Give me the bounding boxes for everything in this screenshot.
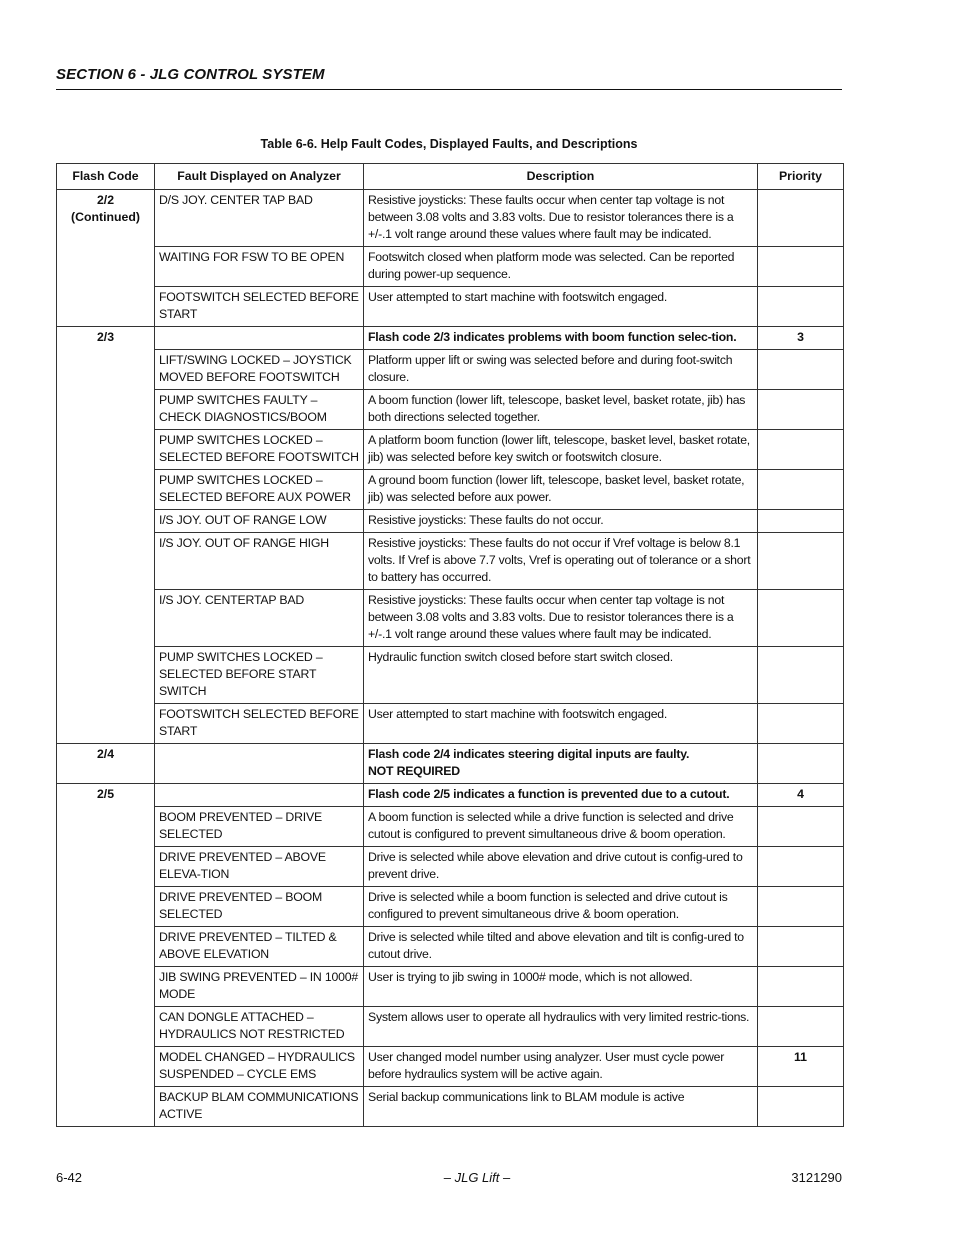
fault-cell: I/S JOY. CENTERTAP BAD [155, 590, 364, 647]
fault-cell: PUMP SWITCHES FAULTY – CHECK DIAGNOSTICS/BOOM [155, 390, 364, 430]
table-row [57, 390, 844, 430]
table-row [57, 1007, 844, 1047]
column-header-description: Description [364, 164, 758, 190]
priority-cell: 3 [758, 327, 844, 350]
priority-cell [758, 647, 844, 704]
description-cell: System allows user to operate all hydraulics with very limited restric-tions. [364, 1007, 758, 1047]
description-cell: Footswitch closed when platform mode was selected. Can be reported during power-up sequence. [364, 247, 758, 287]
priority-cell [758, 247, 844, 287]
description-cell: Flash code 2/3 indicates problems with boom function selec-tion. [364, 327, 758, 350]
priority-cell [758, 190, 844, 247]
column-header-flash-code: Flash Code [57, 164, 155, 190]
fault-cell: CAN DONGLE ATTACHED – HYDRAULICS NOT RESTRICTED [155, 1007, 364, 1047]
description-cell: User attempted to start machine with footswitch engaged. [364, 704, 758, 744]
table-row [57, 967, 844, 1007]
flash-code-cell: 2/5 [57, 784, 155, 1127]
priority-cell [758, 510, 844, 533]
priority-cell [758, 967, 844, 1007]
priority-cell [758, 590, 844, 647]
flash-code-cell: 2/3 [57, 327, 155, 744]
description-cell: Serial backup communications link to BLAM module is active [364, 1087, 758, 1127]
priority-cell [758, 390, 844, 430]
fault-cell: FOOTSWITCH SELECTED BEFORE START [155, 287, 364, 327]
description-cell: User attempted to start machine with footswitch engaged. [364, 287, 758, 327]
table-row [57, 1087, 844, 1127]
description-cell: A boom function is selected while a drive function is selected and drive cutout is configured to prevent simultaneous drive & boom operation. [364, 807, 758, 847]
priority-cell [758, 887, 844, 927]
section-header: SECTION 6 - JLG CONTROL SYSTEM [56, 66, 325, 83]
table-row [57, 704, 844, 744]
table-row [57, 247, 844, 287]
table-row [57, 784, 844, 807]
fault-cell: FOOTSWITCH SELECTED BEFORE START [155, 704, 364, 744]
fault-cell: PUMP SWITCHES LOCKED – SELECTED BEFORE AUX POWER [155, 470, 364, 510]
table-row [57, 590, 844, 647]
table-row [57, 190, 844, 247]
table-row [57, 510, 844, 533]
fault-cell: BOOM PREVENTED – DRIVE SELECTED [155, 807, 364, 847]
table-row [57, 350, 844, 390]
fault-cell: WAITING FOR FSW TO BE OPEN [155, 247, 364, 287]
fault-cell [155, 327, 364, 350]
table-row [57, 847, 844, 887]
description-cell: User changed model number using analyzer. User must cycle power before hydraulics system will be active again. [364, 1047, 758, 1087]
table-row [57, 887, 844, 927]
description-cell: Drive is selected while tilted and above elevation and tilt is config-ured to cutout drive. [364, 927, 758, 967]
flash-code-cell: 2/2 (Continued) [57, 190, 155, 327]
priority-cell [758, 1007, 844, 1047]
priority-cell [758, 807, 844, 847]
description-cell: Drive is selected while a boom function is selected and drive cutout is configured to prevent simultaneous drive & boom operation. [364, 887, 758, 927]
fault-cell: D/S JOY. CENTER TAP BAD [155, 190, 364, 247]
description-cell: Flash code 2/4 indicates steering digital inputs are faulty. NOT REQUIRED [364, 744, 758, 784]
priority-cell [758, 744, 844, 784]
description-cell: Platform upper lift or swing was selected before and during foot-switch closure. [364, 350, 758, 390]
priority-cell [758, 927, 844, 967]
table-body [57, 190, 844, 1127]
table-row [57, 327, 844, 350]
column-header-fault: Fault Displayed on Analyzer [155, 164, 364, 190]
table-title: Table 6-6. Help Fault Codes, Displayed Faults, and Descriptions [260, 137, 638, 151]
fault-cell: JIB SWING PREVENTED – IN 1000# MODE [155, 967, 364, 1007]
description-cell: Resistive joysticks: These faults occur when center tap voltage is not between 3.08 volts and 3.83 volts. Due to resistor tolerances there is a +/-.1 volt range around these values where fault may be indicated. [364, 190, 758, 247]
fault-cell: I/S JOY. OUT OF RANGE LOW [155, 510, 364, 533]
priority-cell [758, 1087, 844, 1127]
priority-cell [758, 287, 844, 327]
description-cell: Resistive joysticks: These faults do not occur if Vref voltage is below 8.1 volts. If Vref is above 7.7 volts, Vref is operating out of tolerance or a short to battery has occurred. [364, 533, 758, 590]
priority-cell [758, 470, 844, 510]
priority-cell: 4 [758, 784, 844, 807]
description-cell: A boom function (lower lift, telescope, basket level, basket rotate, jib) has both directions selected together. [364, 390, 758, 430]
table-row [57, 1047, 844, 1087]
description-cell: A platform boom function (lower lift, telescope, basket level, basket rotate, jib) was selected before key switch or footswitch closure. [364, 430, 758, 470]
fault-cell: I/S JOY. OUT OF RANGE HIGH [155, 533, 364, 590]
priority-cell [758, 533, 844, 590]
priority-cell [758, 430, 844, 470]
description-cell: Drive is selected while above elevation and drive cutout is config-ured to prevent drive. [364, 847, 758, 887]
column-header-priority: Priority [758, 164, 844, 190]
fault-cell: MODEL CHANGED – HYDRAULICS SUSPENDED – CYCLE EMS [155, 1047, 364, 1087]
fault-cell [155, 784, 364, 807]
header-rule [56, 89, 842, 90]
fault-cell: DRIVE PREVENTED – BOOM SELECTED [155, 887, 364, 927]
fault-cell: DRIVE PREVENTED – ABOVE ELEVA-TION [155, 847, 364, 887]
priority-cell: 11 [758, 1047, 844, 1087]
description-cell: Resistive joysticks: These faults occur when center tap voltage is not between 3.08 volts and 3.83 volts. Due to resistor tolerances there is a +/-.1 volt range around these values where fault may be indicated. [364, 590, 758, 647]
page-number: 6-42 [56, 1170, 83, 1185]
table-header-row [57, 164, 844, 190]
table-row [57, 927, 844, 967]
description-cell: Hydraulic function switch closed before start switch closed. [364, 647, 758, 704]
description-cell: User is trying to jib swing in 1000# mode, which is not allowed. [364, 967, 758, 1007]
fault-cell: DRIVE PREVENTED – TILTED & ABOVE ELEVATION [155, 927, 364, 967]
table-row [57, 430, 844, 470]
description-cell: Flash code 2/5 indicates a function is prevented due to a cutout. [364, 784, 758, 807]
table-row [57, 647, 844, 704]
table-row [57, 287, 844, 327]
priority-cell [758, 847, 844, 887]
description-cell: A ground boom function (lower lift, telescope, basket level, basket rotate, jib) was selected before aux power. [364, 470, 758, 510]
table-row [57, 744, 844, 784]
priority-cell [758, 704, 844, 744]
flash-code-cell: 2/4 [57, 744, 155, 784]
fault-cell: BACKUP BLAM COMMUNICATIONS ACTIVE [155, 1087, 364, 1127]
description-cell: Resistive joysticks: These faults do not occur. [364, 510, 758, 533]
fault-cell [155, 744, 364, 784]
table-row [57, 470, 844, 510]
fault-cell: PUMP SWITCHES LOCKED – SELECTED BEFORE START SWITCH [155, 647, 364, 704]
fault-cell: LIFT/SWING LOCKED – JOYSTICK MOVED BEFORE FOOTSWITCH [155, 350, 364, 390]
table-row [57, 807, 844, 847]
document-number: 3121290 [791, 1170, 842, 1185]
table-row [57, 533, 844, 590]
fault-cell: PUMP SWITCHES LOCKED – SELECTED BEFORE FOOTSWITCH [155, 430, 364, 470]
priority-cell [758, 350, 844, 390]
footer-publisher: – JLG Lift – [443, 1170, 511, 1185]
fault-codes-table [56, 163, 844, 1127]
